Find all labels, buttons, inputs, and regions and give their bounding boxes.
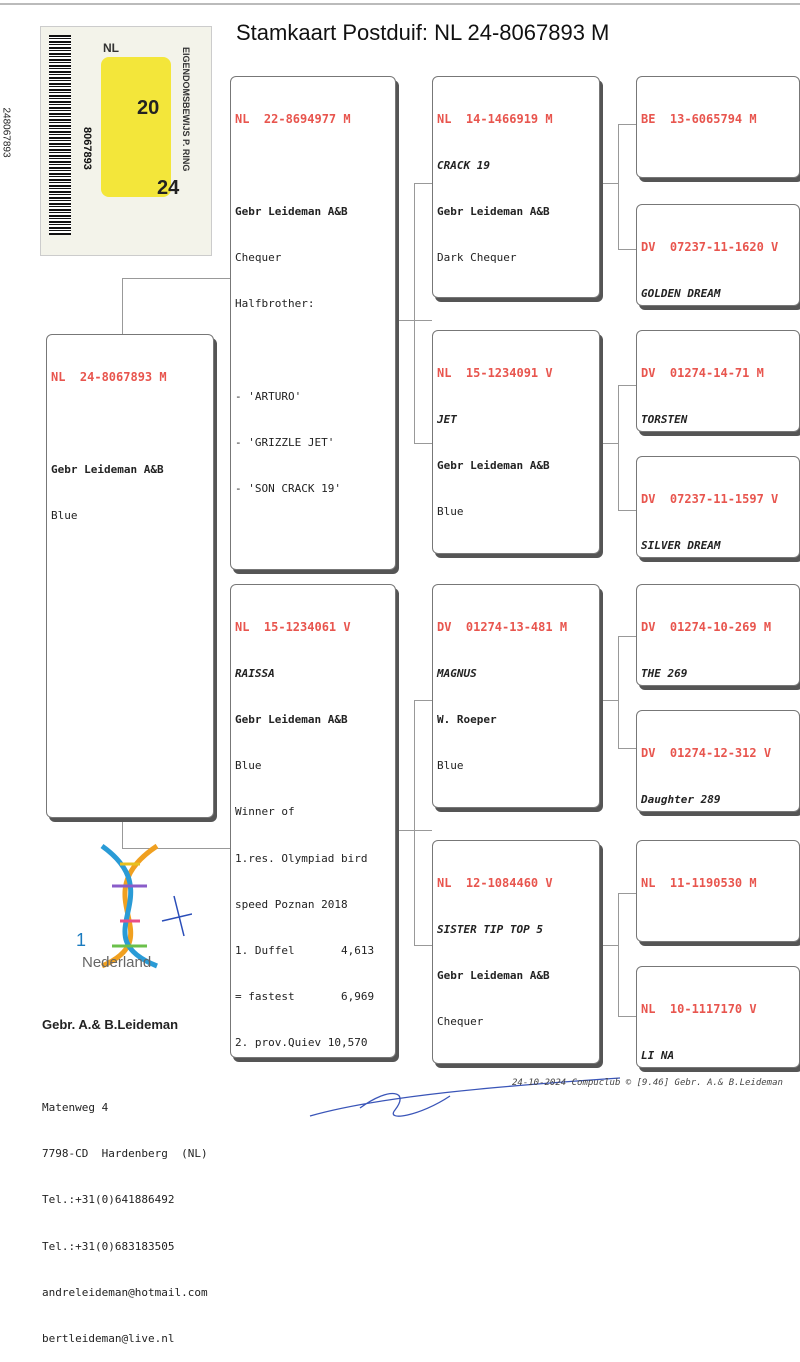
pigeon-card-sire[interactable] <box>230 76 396 570</box>
info-line: 1. Duffel 4,613 <box>235 943 375 957</box>
connector <box>618 1016 636 1017</box>
owner-line: Matenweg 4 <box>42 1100 109 1114</box>
pigeon-card-granddam-2[interactable] <box>432 840 600 1064</box>
connector <box>618 124 619 249</box>
stamp-country: NL <box>103 41 119 55</box>
connector <box>414 443 432 444</box>
owner-line: andreleideman@hotmail.com <box>42 1285 208 1299</box>
connector <box>618 124 636 125</box>
year-top: 20 <box>137 97 160 119</box>
info-line: Blue <box>437 505 464 519</box>
connector <box>618 636 636 637</box>
ring-number: NL 15-1234091 V <box>437 365 553 380</box>
ring-number: DV 01274-10-269 M <box>641 619 772 634</box>
ring-number: NL 10-1117170 V <box>641 1001 757 1016</box>
pigeon-card-great-grandsire-4[interactable] <box>636 840 800 942</box>
info-line: Halfbrother: <box>235 297 315 311</box>
pigeon-card-great-grandsire-2[interactable] <box>636 330 800 432</box>
logo-number: 1 <box>76 930 87 950</box>
top-border <box>0 3 800 5</box>
pigeon-name: SILVER DREAM <box>641 538 721 552</box>
connector <box>618 385 636 386</box>
info-line <box>437 1060 595 1064</box>
pigeon-card-grandsire-1[interactable] <box>432 76 600 298</box>
logo-text: Nederland <box>82 954 152 971</box>
connector <box>618 893 619 1016</box>
pigeon-card-great-grandsire-1[interactable] <box>636 76 800 178</box>
pigeon-card-great-grandsire-3[interactable] <box>636 584 800 686</box>
info-line: - 'SON CRACK 19' <box>235 482 341 496</box>
pigeon-name: MAGNUS <box>437 666 477 680</box>
footer-credit: 24-10-2024 Compuclub © [9.46] Gebr. A.& B.Leideman <box>512 1078 783 1088</box>
pigeon-name: TORSTEN <box>641 412 688 426</box>
breeder: Gebr Leideman A&B <box>235 204 348 218</box>
ring-number: DV 01274-13-481 M <box>437 619 568 634</box>
connector <box>618 893 636 894</box>
pigeon-name: CRACK 19 <box>437 158 490 172</box>
ring-number: NL 22-8694977 M <box>235 111 351 126</box>
info-line: Blue <box>437 759 464 773</box>
owner-line: bertleideman@live.nl <box>42 1331 175 1345</box>
pigeon-card-great-granddam-1[interactable] <box>636 204 800 306</box>
pigeon-card-great-granddam-4[interactable] <box>636 966 800 1068</box>
signature-icon <box>300 1066 630 1126</box>
info-line: speed Poznan 2018 <box>235 897 348 911</box>
connector <box>618 385 619 510</box>
connector <box>122 278 232 279</box>
breeder: Gebr Leideman A&B <box>437 204 550 218</box>
ring-number: DV 07237-11-1597 V <box>641 491 779 506</box>
page-title: Stamkaart Postduif: NL 24-8067893 M <box>236 20 610 45</box>
year-bottom: 24 <box>157 177 180 199</box>
ring-number: DV 01274-12-312 V <box>641 745 772 760</box>
connector <box>414 183 432 184</box>
connector <box>618 636 619 748</box>
connector <box>600 183 618 184</box>
barcode <box>49 35 71 235</box>
dna-logo <box>62 826 192 976</box>
pigeon-name: SISTER TIP TOP 5 <box>437 922 543 936</box>
ring-number: NL 14-1466919 M <box>437 111 553 126</box>
breeder: Gebr Leideman A&B <box>235 712 348 726</box>
pigeon-name: THE 269 <box>641 666 688 680</box>
pigeon-name: GOLDEN DREAM <box>641 286 721 300</box>
pigeon-card-dam[interactable] <box>230 584 396 1058</box>
ring-number: DV 01274-14-71 M <box>641 365 764 380</box>
owner-name: Gebr. A.& B.Leideman <box>42 1016 179 1032</box>
info-line: 2. prov.Quiev 10,570 <box>235 1036 368 1050</box>
connector <box>122 278 123 334</box>
info-line: Chequer <box>437 1015 484 1029</box>
breeder: W. Roeper <box>437 712 497 726</box>
info-line: - 'GRIZZLE JET' <box>235 435 335 449</box>
connector <box>414 700 415 945</box>
connector <box>414 183 415 443</box>
info-line: Blue <box>235 759 262 773</box>
ring-number: NL 12-1084460 V <box>437 875 553 890</box>
info-line <box>437 550 595 554</box>
connector <box>618 249 636 250</box>
connector <box>600 945 618 946</box>
owner-address <box>42 986 208 1362</box>
connector <box>600 443 618 444</box>
info-line: Dark Chequer <box>437 251 517 265</box>
pigeon-name: RAISSA <box>235 666 275 680</box>
pigeon-name: Daughter 289 <box>641 792 721 806</box>
owner-line: Tel.:+31(0)641886492 <box>42 1193 175 1207</box>
ring-number: NL 15-1234061 V <box>235 619 351 634</box>
pigeon-name: LI NA <box>641 1048 675 1062</box>
pigeon-card-granddam-1[interactable] <box>432 330 600 554</box>
ring-card <box>101 57 171 197</box>
pigeon-name: JET <box>437 412 457 426</box>
stamp-banner: EIGENDOMSBEWIJS P. RING <box>181 47 191 172</box>
info-line <box>437 296 595 298</box>
connector <box>618 748 636 749</box>
info-line: 1.res. Olympiad bird <box>235 851 368 865</box>
stamp-ring-number: 8067893 <box>81 127 93 170</box>
info-line: Winner of <box>235 805 295 819</box>
ring-stamp <box>0 26 212 256</box>
info-line: Blue <box>51 509 78 523</box>
breeder: Gebr Leideman A&B <box>51 462 164 476</box>
owner-line: 7798-CD Hardenberg (NL) <box>42 1147 208 1161</box>
pigeon-card-great-granddam-2[interactable] <box>636 456 800 558</box>
pigeon-card-grandsire-2[interactable] <box>432 584 600 808</box>
info-line: = fastest 6,969 <box>235 990 375 1004</box>
connector <box>600 700 618 701</box>
connector <box>414 945 432 946</box>
info-line: Chequer <box>235 251 282 265</box>
ring-number: BE 13-6065794 M <box>641 111 757 126</box>
ring-number: DV 07237-11-1620 V <box>641 239 779 254</box>
info-line: - 'ARTURO' <box>235 389 302 403</box>
connector <box>618 510 636 511</box>
connector <box>414 700 432 701</box>
owner-line: Tel.:+31(0)683183505 <box>42 1239 175 1253</box>
breeder: Gebr Leideman A&B <box>437 968 550 982</box>
info-line <box>437 804 595 808</box>
barcode-number: 248067893 <box>0 107 12 158</box>
ring-number: NL 24-8067893 M <box>51 369 167 384</box>
pigeon-card-subject[interactable] <box>46 334 214 818</box>
breeder: Gebr Leideman A&B <box>437 458 550 472</box>
pigeon-card-great-granddam-3[interactable] <box>636 710 800 812</box>
ring-number: NL 11-1190530 M <box>641 875 757 890</box>
